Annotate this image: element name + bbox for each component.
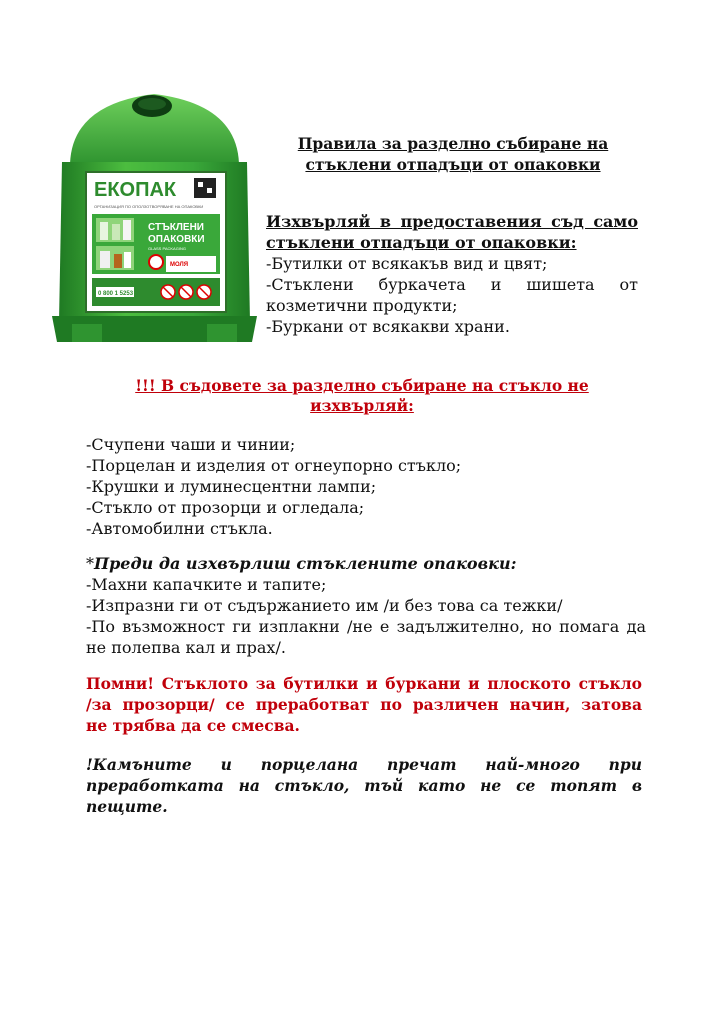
allowed-heading-line-2: стъклени отпадъци от опаковки: [266, 233, 577, 252]
list-item: -Стъкло от прозорци и огледала; [86, 498, 365, 517]
forbidden-heading-line-1: !!! В съдовете за разделно събиране на стъкло не [135, 376, 589, 395]
allowed-section [266, 211, 638, 337]
svg-text:СТЪКЛЕНИ: СТЪКЛЕНИ [148, 222, 204, 233]
forbidden-heading-line-2: изхвърляй: [310, 396, 414, 415]
before-heading-text: Преди да изхвърлиш стъклените опаковки: [94, 554, 517, 573]
before-heading [86, 553, 646, 574]
svg-text:ОПАКОВКИ: ОПАКОВКИ [148, 234, 205, 245]
list-item: -Махни капачките и тапите; [86, 575, 327, 594]
allowed-item: -Буркани от всякакви храни. [266, 317, 510, 336]
allowed-item: -Стъклени буркачета и шишета от [266, 275, 638, 294]
title-line-2: стъклени отпадъци от опаковки [305, 155, 601, 174]
stones-line: преработката на стъкло, тъй като не се топят в [86, 776, 642, 795]
glass-bin-illustration [52, 84, 257, 346]
allowed-heading-line-1: Изхвърляй в предоставения съд само [266, 212, 638, 231]
allowed-item: -Бутилки от всякакъв вид и цвят; [266, 254, 548, 273]
list-item: -Изпразни ги от съдържанието им /и без това са тежки/ [86, 596, 563, 615]
list-item: -Порцелан и изделия от огнеупорно стъкло; [86, 456, 462, 475]
remember-line: Помни! Стъклото за бутилки и буркани и плоското стъкло [86, 674, 642, 693]
svg-text:0 800 1 5253: 0 800 1 5253 [98, 291, 134, 297]
title-line-1: Правила за разделно събиране на [297, 134, 609, 153]
stones-note [86, 754, 642, 817]
stones-line: !Камъните и порцелана пречат най-много при [86, 755, 642, 774]
remember-line: /за прозорци/ се преработват по различен начин, затова [86, 695, 642, 714]
page-title [276, 133, 630, 175]
list-item: -Автомобилни стъкла. [86, 519, 273, 538]
list-item: -Крушки и луминесцентни лампи; [86, 477, 377, 496]
glass-bin-icon [52, 84, 257, 346]
star-mark: * [86, 554, 94, 573]
list-item: -Счупени чаши и чинии; [86, 435, 296, 454]
allowed-item: козметични продукти; [266, 296, 458, 315]
remember-line: не трябва да се смесва. [86, 716, 300, 735]
forbidden-heading [92, 376, 632, 416]
before-section [86, 553, 646, 658]
svg-text:ОРГАНИЗАЦИЯ ПО ОПОЛЗОТВОРЯВАНЕ: ОРГАНИЗАЦИЯ ПО ОПОЛЗОТВОРЯВАНЕ НА ОПАКОВКИ [94, 204, 204, 209]
brand-logo-text: ЕКОПАК [94, 179, 177, 201]
svg-text:МОЛЯ: МОЛЯ [170, 262, 189, 268]
forbidden-list [86, 434, 646, 539]
list-item: не полепва кал и прах/. [86, 638, 286, 657]
stones-line: пещите. [86, 797, 168, 816]
list-item: -По възможност ги изплакни /не е задължително, но помага да [86, 617, 646, 636]
svg-text:GLASS PACKAGING: GLASS PACKAGING [148, 246, 186, 251]
allowed-heading [266, 211, 638, 253]
remember-note [86, 673, 642, 736]
